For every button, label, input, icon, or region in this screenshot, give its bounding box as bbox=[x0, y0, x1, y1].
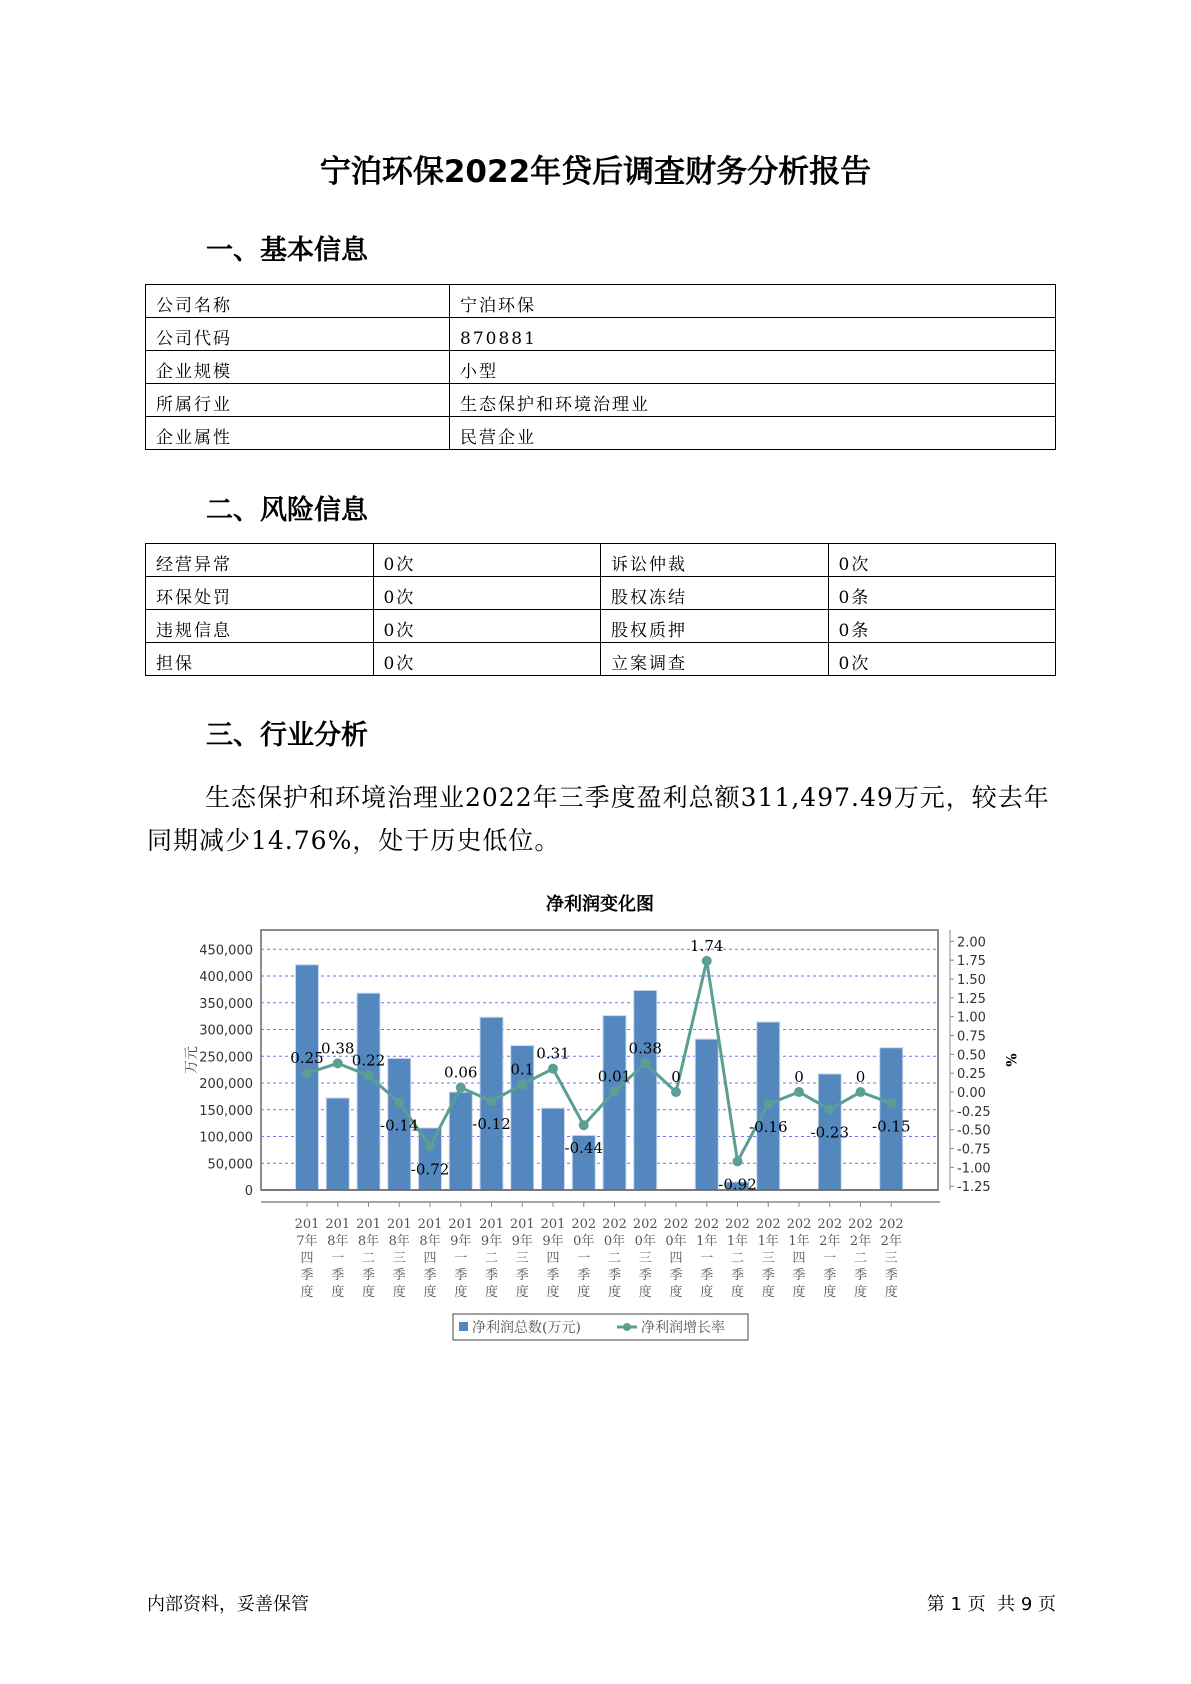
basic-info-table bbox=[145, 284, 1056, 450]
growth-data-label: 0 bbox=[671, 1068, 681, 1087]
x-category-label: 度 bbox=[300, 1285, 314, 1300]
growth-point bbox=[702, 956, 712, 966]
growth-data-label: 0 bbox=[794, 1068, 804, 1087]
x-category-label: 202 bbox=[663, 1217, 689, 1232]
growth-point bbox=[794, 1087, 804, 1097]
x-category-label: 度 bbox=[392, 1285, 406, 1300]
right-tick-label: 1.50 bbox=[957, 972, 986, 988]
x-category-label: 度 bbox=[792, 1285, 806, 1300]
x-category-label: 202 bbox=[602, 1217, 627, 1232]
net-profit-chart bbox=[0, 880, 1191, 1360]
x-category-label: 度 bbox=[361, 1285, 376, 1300]
risk-info-value: 0次 bbox=[373, 643, 601, 676]
basic-info-row bbox=[146, 384, 1056, 417]
x-category-label: 202 bbox=[571, 1217, 597, 1232]
x-category-label: 一 bbox=[823, 1251, 837, 1266]
growth-point bbox=[671, 1087, 681, 1097]
x-category-label: 季 bbox=[454, 1268, 468, 1283]
risk-info-row bbox=[146, 643, 1056, 676]
growth-data-label: 1.74 bbox=[690, 936, 724, 955]
x-category-label: 9年 bbox=[542, 1234, 564, 1249]
x-category-label: 一 bbox=[700, 1251, 714, 1266]
section-risk-heading: 二、风险信息 bbox=[206, 495, 368, 526]
x-category-label: 季 bbox=[300, 1268, 314, 1283]
x-category-label: 度 bbox=[853, 1285, 868, 1300]
x-category-label: 二 bbox=[853, 1251, 868, 1266]
right-tick-label: 0.00 bbox=[957, 1086, 986, 1102]
growth-data-label: -0.72 bbox=[410, 1160, 450, 1179]
risk-info-label: 立案调查 bbox=[601, 643, 829, 676]
report-title: 宁泊环保2022年贷后调查财务分析报告 bbox=[319, 154, 872, 190]
right-tick-label: -0.25 bbox=[957, 1104, 991, 1120]
left-tick-label: 150,000 bbox=[199, 1103, 253, 1119]
x-category-label: 季 bbox=[484, 1268, 499, 1283]
x-category-label: 季 bbox=[823, 1268, 837, 1283]
basic-info-value: 生态保护和环境治理业 bbox=[450, 384, 1056, 417]
x-category-label: 8年 bbox=[388, 1234, 410, 1249]
x-category-label: 度 bbox=[577, 1285, 591, 1300]
x-category-label: 度 bbox=[700, 1285, 714, 1300]
x-category-label: 二 bbox=[730, 1251, 745, 1266]
risk-info-label: 经营异常 bbox=[146, 544, 374, 577]
risk-info-row bbox=[146, 610, 1056, 643]
growth-data-label: -0.15 bbox=[872, 1117, 911, 1136]
x-category-label: 9年 bbox=[450, 1234, 472, 1249]
x-category-label: 202 bbox=[725, 1217, 750, 1232]
x-category-label: 9年 bbox=[480, 1234, 503, 1249]
x-category-label: 度 bbox=[730, 1285, 745, 1300]
risk-info-label: 诉讼仲裁 bbox=[601, 544, 829, 577]
x-category-label: 8年 bbox=[357, 1234, 380, 1249]
x-category-label: 三 bbox=[761, 1251, 775, 1266]
x-category-label: 202 bbox=[817, 1217, 843, 1232]
x-category-label: 2年 bbox=[880, 1234, 902, 1249]
x-category-label: 8年 bbox=[327, 1234, 349, 1249]
basic-info-value: 870881 bbox=[450, 318, 1056, 351]
x-category-label: 季 bbox=[761, 1268, 775, 1283]
left-tick-label: 0 bbox=[244, 1184, 253, 1199]
growth-data-label: 0 bbox=[855, 1068, 866, 1087]
section-industry-heading: 三、行业分析 bbox=[206, 720, 368, 751]
x-category-label: 季 bbox=[361, 1268, 376, 1283]
x-category-label: 季 bbox=[853, 1268, 868, 1283]
left-tick-label: 250,000 bbox=[199, 1050, 253, 1066]
x-category-label: 202 bbox=[694, 1217, 720, 1232]
footer-page-number: 第 1 页 共 9 页 bbox=[926, 1594, 1056, 1615]
x-category-label: 8年 bbox=[419, 1234, 441, 1249]
x-category-label: 四 bbox=[669, 1251, 683, 1266]
x-category-label: 1年 bbox=[757, 1234, 779, 1249]
growth-point bbox=[487, 1096, 497, 1106]
risk-info-row bbox=[146, 577, 1056, 610]
growth-data-label: 0.1 bbox=[510, 1060, 535, 1079]
growth-point bbox=[333, 1058, 343, 1068]
right-tick-label: 0.50 bbox=[957, 1048, 986, 1064]
growth-data-label: 0.22 bbox=[351, 1051, 386, 1070]
risk-info-label: 股权冻结 bbox=[601, 577, 829, 610]
x-category-label: 季 bbox=[884, 1268, 898, 1283]
growth-point bbox=[579, 1120, 589, 1130]
x-category-label: 202 bbox=[632, 1217, 658, 1232]
right-tick-label: 0.75 bbox=[957, 1029, 986, 1045]
industry-paragraph: 生态保护和环境治理业2022年三季度盈利总额311,497.49万元，较去年同期减少14.76%，处于历史低位。 bbox=[147, 783, 1050, 855]
growth-point bbox=[425, 1141, 435, 1151]
risk-info-value: 0条 bbox=[828, 577, 1056, 610]
x-category-label: 2年 bbox=[849, 1234, 872, 1249]
x-category-label: 季 bbox=[331, 1268, 345, 1283]
risk-info-row bbox=[146, 544, 1056, 577]
growth-data-label: 0.01 bbox=[597, 1067, 632, 1086]
growth-point bbox=[364, 1070, 374, 1080]
growth-point bbox=[610, 1086, 620, 1096]
risk-info-value: 0次 bbox=[373, 544, 601, 577]
x-category-label: 一 bbox=[331, 1251, 345, 1266]
risk-info-value: 0次 bbox=[828, 643, 1056, 676]
right-tick-label: 2.00 bbox=[957, 935, 986, 951]
chart-title: 净利润变化图 bbox=[546, 894, 654, 915]
x-category-label: 202 bbox=[786, 1217, 812, 1232]
x-category-label: 四 bbox=[792, 1251, 806, 1266]
x-category-label: 二 bbox=[484, 1251, 499, 1266]
right-tick-label: -0.75 bbox=[957, 1142, 991, 1158]
growth-data-label: -0.44 bbox=[564, 1139, 603, 1158]
basic-info-label: 公司代码 bbox=[146, 318, 450, 351]
x-category-label: 三 bbox=[392, 1251, 406, 1266]
x-category-label: 201 bbox=[479, 1217, 504, 1232]
right-tick-label: 1.00 bbox=[957, 1010, 986, 1026]
x-category-label: 度 bbox=[884, 1285, 898, 1300]
x-category-label: 201 bbox=[325, 1217, 351, 1232]
left-tick-label: 400,000 bbox=[199, 970, 253, 986]
growth-data-label: -0.14 bbox=[380, 1116, 419, 1135]
x-category-label: 二 bbox=[607, 1251, 622, 1266]
x-category-label: 度 bbox=[607, 1285, 622, 1300]
left-tick-label: 200,000 bbox=[199, 1077, 253, 1093]
x-category-label: 0年 bbox=[665, 1234, 687, 1249]
basic-info-value: 宁泊环保 bbox=[450, 285, 1056, 318]
risk-info-value: 0条 bbox=[828, 610, 1056, 643]
growth-data-label: -0.23 bbox=[810, 1123, 849, 1142]
left-tick-label: 100,000 bbox=[199, 1130, 253, 1146]
x-category-label: 201 bbox=[356, 1217, 381, 1232]
growth-point bbox=[856, 1087, 866, 1097]
right-axis-label: % bbox=[1002, 1053, 1018, 1067]
legend-bar-label: 净利润总数(万元) bbox=[472, 1320, 581, 1336]
x-category-label: 度 bbox=[423, 1285, 437, 1300]
basic-info-row bbox=[146, 351, 1056, 384]
x-category-label: 202 bbox=[878, 1217, 904, 1232]
x-category-label: 201 bbox=[540, 1217, 566, 1232]
x-category-label: 201 bbox=[417, 1217, 443, 1232]
growth-data-label: 0.38 bbox=[321, 1039, 355, 1058]
growth-point bbox=[886, 1098, 896, 1108]
x-category-label: 201 bbox=[509, 1217, 535, 1232]
growth-point bbox=[302, 1068, 312, 1078]
risk-info-label: 股权质押 bbox=[601, 610, 829, 643]
x-category-label: 三 bbox=[638, 1251, 652, 1266]
x-category-label: 201 bbox=[294, 1217, 320, 1232]
growth-point bbox=[394, 1098, 404, 1108]
bar bbox=[695, 1039, 718, 1190]
x-category-label: 0年 bbox=[573, 1234, 595, 1249]
x-category-label: 201 bbox=[386, 1217, 412, 1232]
x-category-label: 度 bbox=[669, 1285, 683, 1300]
x-category-label: 度 bbox=[546, 1285, 560, 1300]
basic-info-label: 公司名称 bbox=[146, 285, 450, 318]
x-category-label: 季 bbox=[515, 1268, 529, 1283]
bar bbox=[357, 993, 380, 1190]
x-category-label: 一 bbox=[577, 1251, 591, 1266]
x-category-label: 一 bbox=[454, 1251, 468, 1266]
x-category-label: 度 bbox=[484, 1285, 499, 1300]
legend-line-label: 净利润增长率 bbox=[641, 1320, 725, 1336]
risk-info-value: 0次 bbox=[373, 577, 601, 610]
basic-info-label: 企业规模 bbox=[146, 351, 450, 384]
bar bbox=[603, 1016, 626, 1190]
footer-confidential: 内部资料，妥善保管 bbox=[147, 1594, 309, 1615]
left-tick-label: 450,000 bbox=[199, 943, 253, 959]
left-axis-label: 万元 bbox=[184, 1046, 200, 1074]
right-tick-label: 0.25 bbox=[957, 1067, 986, 1083]
x-category-label: 202 bbox=[848, 1217, 873, 1232]
x-category-label: 季 bbox=[700, 1268, 714, 1283]
x-category-label: 季 bbox=[792, 1268, 806, 1283]
x-category-label: 201 bbox=[448, 1217, 474, 1232]
x-category-label: 1年 bbox=[726, 1234, 749, 1249]
x-category-label: 三 bbox=[515, 1251, 529, 1266]
x-category-label: 季 bbox=[607, 1268, 622, 1283]
risk-info-label: 环保处罚 bbox=[146, 577, 374, 610]
x-category-label: 度 bbox=[454, 1285, 468, 1300]
basic-info-value: 小型 bbox=[450, 351, 1056, 384]
growth-point bbox=[640, 1058, 650, 1068]
risk-info-label: 违规信息 bbox=[146, 610, 374, 643]
section-basic-heading: 一、基本信息 bbox=[206, 235, 368, 266]
x-category-label: 度 bbox=[761, 1285, 775, 1300]
x-category-label: 度 bbox=[823, 1285, 837, 1300]
x-category-label: 季 bbox=[669, 1268, 683, 1283]
x-category-label: 三 bbox=[884, 1251, 898, 1266]
growth-data-label: -0.16 bbox=[749, 1118, 788, 1137]
x-category-label: 四 bbox=[423, 1251, 437, 1266]
x-category-label: 1年 bbox=[788, 1234, 810, 1249]
growth-point bbox=[733, 1156, 743, 1166]
legend-bar-swatch bbox=[459, 1322, 468, 1331]
basic-info-label: 所属行业 bbox=[146, 384, 450, 417]
x-category-label: 季 bbox=[577, 1268, 591, 1283]
x-category-label: 季 bbox=[546, 1268, 560, 1283]
bar bbox=[449, 1092, 472, 1190]
basic-info-value: 民营企业 bbox=[450, 417, 1056, 450]
legend-line-marker bbox=[623, 1323, 631, 1331]
x-category-label: 9年 bbox=[511, 1234, 533, 1249]
bar bbox=[326, 1098, 349, 1190]
risk-info-value: 0次 bbox=[373, 610, 601, 643]
x-category-label: 2年 bbox=[819, 1234, 841, 1249]
bar bbox=[542, 1108, 565, 1190]
risk-info-table bbox=[145, 543, 1056, 676]
x-category-label: 度 bbox=[515, 1285, 529, 1300]
basic-info-label: 企业属性 bbox=[146, 417, 450, 450]
growth-point bbox=[548, 1064, 558, 1074]
basic-info-row bbox=[146, 417, 1056, 450]
growth-data-label: 0.25 bbox=[290, 1049, 324, 1068]
growth-point bbox=[517, 1079, 527, 1089]
x-category-label: 度 bbox=[331, 1285, 345, 1300]
x-category-label: 季 bbox=[638, 1268, 652, 1283]
x-category-label: 0年 bbox=[634, 1234, 656, 1249]
x-category-label: 1年 bbox=[696, 1234, 718, 1249]
x-category-label: 四 bbox=[546, 1251, 560, 1266]
risk-info-label: 担保 bbox=[146, 643, 374, 676]
right-tick-label: -0.50 bbox=[957, 1123, 991, 1139]
growth-point bbox=[456, 1083, 466, 1093]
basic-info-row bbox=[146, 285, 1056, 318]
left-tick-label: 350,000 bbox=[199, 996, 253, 1012]
growth-data-label: 0.31 bbox=[536, 1044, 570, 1063]
left-tick-label: 50,000 bbox=[207, 1157, 253, 1173]
right-tick-label: 1.75 bbox=[957, 954, 986, 970]
x-category-label: 202 bbox=[755, 1217, 781, 1232]
x-category-label: 二 bbox=[361, 1251, 376, 1266]
growth-point bbox=[825, 1104, 835, 1114]
risk-info-value: 0次 bbox=[828, 544, 1056, 577]
x-category-label: 季 bbox=[423, 1268, 437, 1283]
x-category-label: 四 bbox=[300, 1251, 314, 1266]
growth-data-label: 0.38 bbox=[628, 1039, 662, 1058]
x-category-label: 7年 bbox=[296, 1234, 318, 1249]
x-category-label: 季 bbox=[730, 1268, 745, 1283]
right-tick-label: 1.25 bbox=[957, 991, 986, 1007]
x-category-label: 度 bbox=[638, 1285, 652, 1300]
right-tick-label: -1.00 bbox=[957, 1161, 991, 1177]
growth-data-label: 0.06 bbox=[444, 1063, 478, 1082]
growth-data-label: -0.12 bbox=[472, 1115, 511, 1134]
basic-info-row bbox=[146, 318, 1056, 351]
growth-data-label: -0.92 bbox=[718, 1175, 757, 1194]
growth-point bbox=[763, 1099, 773, 1109]
x-category-label: 0年 bbox=[603, 1234, 626, 1249]
x-category-label: 季 bbox=[392, 1268, 406, 1283]
right-tick-label: -1.25 bbox=[957, 1180, 991, 1196]
bar bbox=[634, 990, 657, 1190]
left-tick-label: 300,000 bbox=[199, 1023, 253, 1039]
